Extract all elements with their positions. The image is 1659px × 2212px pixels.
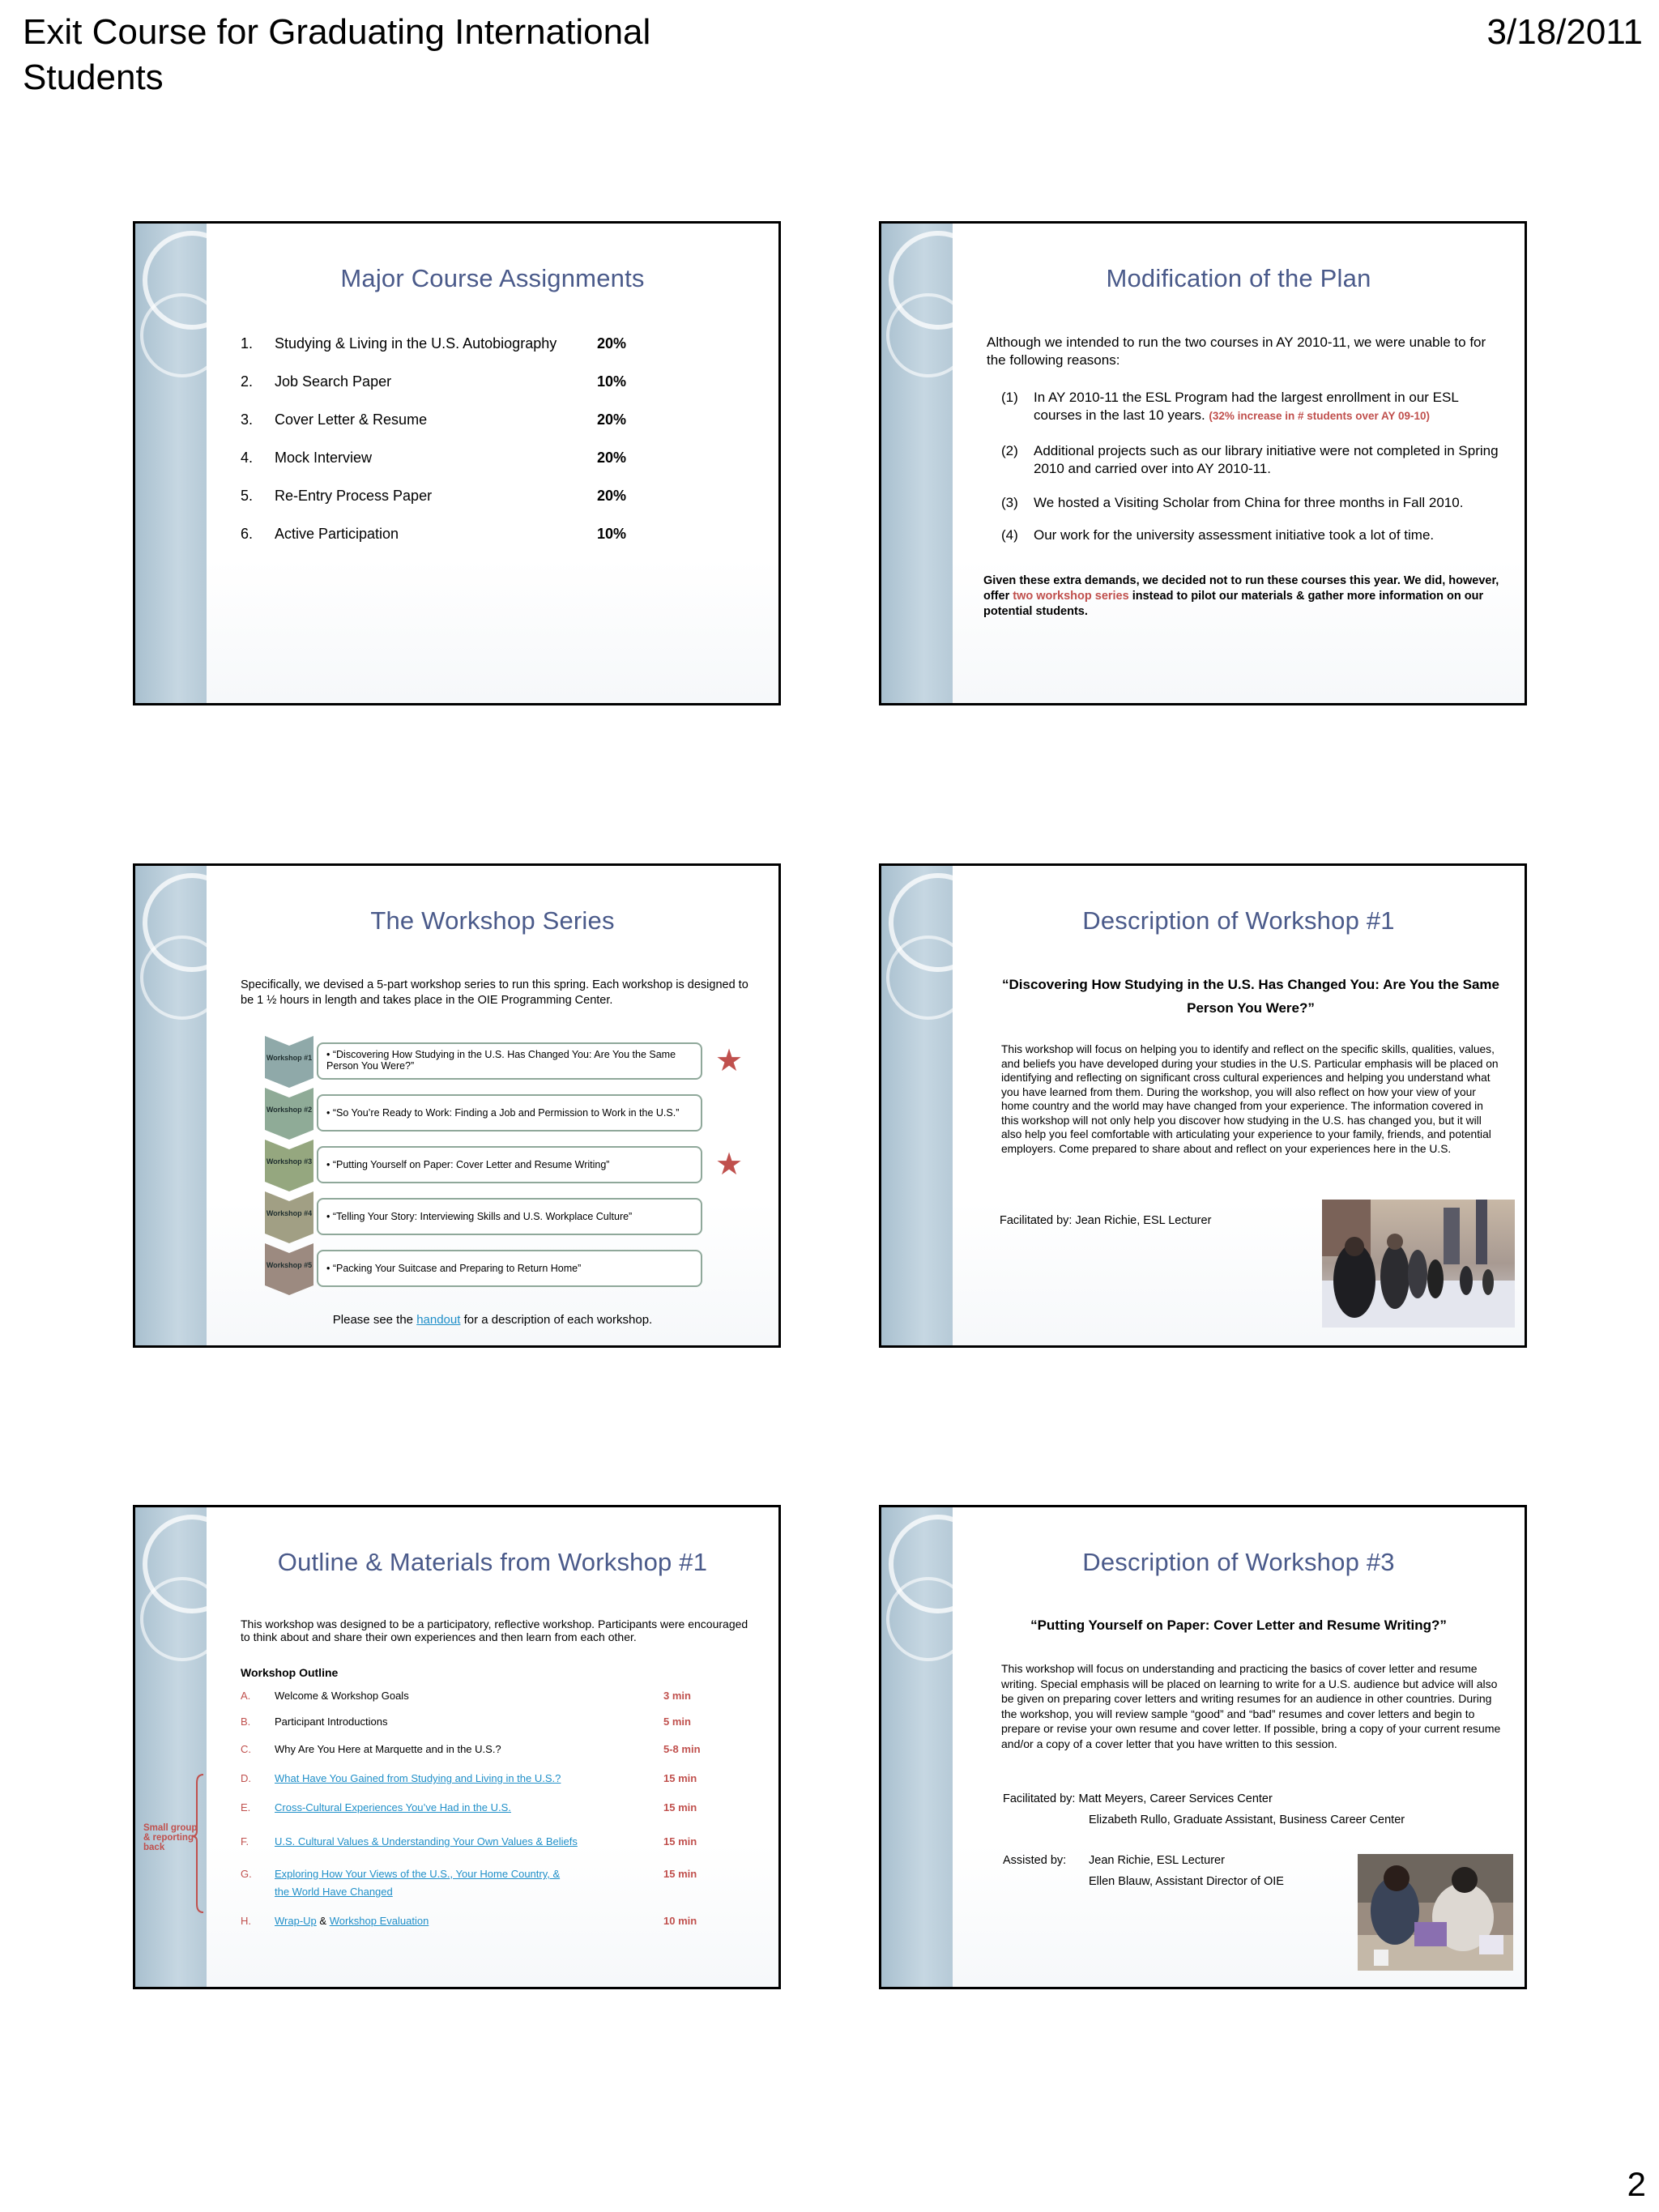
workshop-quote: “Discovering How Studying in the U.S. Has Changed You: Are You the Same Person You Were?”: [1002, 977, 1499, 1016]
reason-item: (3) We hosted a Visiting Scholar from China for three months in Fall 2010.: [1001, 495, 1464, 510]
page-title: Exit Course for Graduating International Students: [23, 12, 651, 97]
reason-item: (4) Our work for the university assessment initiative took a lot of time.: [1001, 527, 1435, 543]
list-item: 4. Mock Interview 20%: [241, 450, 627, 466]
intro-text: Although we intended to run the two courses in AY 2010-11, we were unable to for the following reasons:: [987, 335, 1486, 368]
workshop-box: • “So You’re Ready to Work: Finding a Job and Permission to Work in the U.S.”: [317, 1094, 702, 1132]
assisted-label: Assisted by:: [1003, 1854, 1067, 1867]
evaluation-link[interactable]: Workshop Evaluation: [329, 1915, 429, 1927]
star-icon: ★: [715, 1044, 744, 1078]
circles-decor-icon: [135, 866, 207, 1348]
outline-link[interactable]: Exploring How Your Views of the U.S., Your Home Country, & the World Have Changed: [275, 1868, 561, 1898]
ice-skating-photo: [1322, 1200, 1515, 1328]
slide-description-workshop-1: [879, 863, 1527, 1348]
workshop-description: This workshop will focus on helping you to identify and reflect on the specific skills, qualities, values, and beliefs you have developed during your studies in the U.S. Particular emphasis will be placed on identifying and reflecting on significant cross cultural experiences and helping you understand what you have learned from them. During the workshop, you will also reflect on how your view of your home country and the world may have changed from your experience. The information covered in this workshop will not only help you discover how studying in the U.S. has changed you, but it will also help you feel comfortable with articulating your experience to your family, friends, and potential employers. Come prepared to share about and reflect on your experiences here in the U.S.: [1001, 1043, 1499, 1155]
slide-decor-bar: [881, 224, 953, 703]
list-item: 2. Job Search Paper 10%: [241, 373, 627, 390]
students-photo: [1358, 1854, 1513, 1971]
bracket-icon: [135, 1507, 207, 1989]
slide-title: Major Course Assignments: [340, 264, 645, 292]
slide-title: Outline & Materials from Workshop #1: [277, 1548, 708, 1576]
wrap-up-link[interactable]: Wrap-Up: [275, 1915, 317, 1927]
workshop-chevron: Workshop #3: [265, 1140, 313, 1191]
slide-decor-bar: [135, 866, 207, 1345]
workshop-box: • “Discovering How Studying in the U.S. Has Changed You: Are You the Same Person You Were?”: [317, 1042, 702, 1080]
page-date: 3/18/2011: [1486, 12, 1643, 52]
assistant-2: Ellen Blauw, Assistant Director of OIE: [1089, 1875, 1284, 1888]
workshop-box: • “Putting Yourself on Paper: Cover Letter and Resume Writing”: [317, 1146, 702, 1183]
workshop-chevron: Workshop #2: [265, 1088, 313, 1140]
slide-outline-workshop-1: Small group & reporting back Outline & Materials from Workshop #1 This workshop was designed to be a participatory, reflective workshop. Participants were encouraged to think about and share their own experiences and then learn from each other. Workshop Outline A. Welcome & Workshop Goals 3 min B. Participant Introductions 5 min C. Why Are You Here at Marquette and in the U.S.? 5-8 min D. What Have You Gained from Studying and Living in the U.S.? 15 min E. Cross-Cultural Experiences You’ve Had in the U.S. 15 min F. U.S. Cultural Values & Understanding Your Own Values & Beliefs 15 min G. Exploring How Your Views of the U.S., Your Home Country, & the World Have Changed 15 min H. Wrap-Up & Workshop Evaluation 10 min: [133, 1505, 781, 1989]
slide-workshop-series: [133, 863, 781, 1348]
list-item: 5. Re-Entry Process Paper 20%: [241, 488, 627, 504]
outline-link[interactable]: U.S. Cultural Values & Understanding Your Own Values & Beliefs: [275, 1835, 578, 1848]
conclusion-text: Given these extra demands, we decided not to run these courses this year. We did, however, offer two workshop series instead to pilot our materials & gather more information on our potential students.: [983, 574, 1499, 618]
slide-decor-bar: [881, 866, 953, 1345]
slide-decor-bar: [881, 1507, 953, 1987]
small-group-note: Small group & reporting back: [143, 1823, 198, 1852]
circles-decor-icon: [135, 224, 207, 705]
facilitator-2: Elizabeth Rullo, Graduate Assistant, Business Career Center: [1089, 1813, 1405, 1826]
reason-item: (2) Additional projects such as our library initiative were not completed in Spring 2010 and carried over into AY 2010-11.: [1001, 443, 1499, 476]
workshop-chevron: Workshop #4: [265, 1191, 313, 1243]
workshop-chevron: Workshop #5: [265, 1243, 313, 1295]
slide-decor-bar: [135, 224, 207, 703]
slide-title: The Workshop Series: [370, 906, 615, 935]
facilitator-text: Facilitated by: Jean Richie, ESL Lecturer: [1000, 1214, 1212, 1227]
enrollment-note: (32% increase in # students over AY 09-10): [1209, 410, 1431, 422]
outline-link[interactable]: What Have You Gained from Studying and Living in the U.S.?: [275, 1772, 561, 1784]
circles-decor-icon: [881, 224, 953, 705]
slide-modification-of-plan: [879, 221, 1527, 705]
outline-heading: Workshop Outline: [241, 1666, 339, 1679]
handout-note: Please see the handout for a description of each workshop.: [332, 1313, 653, 1327]
outline-link[interactable]: Cross-Cultural Experiences You’ve Had in the U.S.: [275, 1801, 511, 1813]
workshop-box: • “Telling Your Story: Interviewing Skills and U.S. Workplace Culture”: [317, 1198, 702, 1235]
intro-text: This workshop was designed to be a participatory, reflective workshop. Participants were encouraged to think about and share their own experiences and then learn from each other.: [241, 1617, 748, 1643]
facilitated-by: Facilitated by: Matt Meyers, Career Services Center: [1003, 1792, 1273, 1805]
reason-item: (1) In AY 2010-11 the ESL Program had the largest enrollment in our ESL courses in the last 10 years. (32% increase in # students over AY 09-10): [1001, 390, 1459, 423]
handout-link[interactable]: handout: [416, 1313, 461, 1327]
workshop-chevron: Workshop #1: [265, 1036, 313, 1088]
slide-title: Modification of the Plan: [1106, 264, 1371, 292]
slide-decor-bar: [135, 1507, 207, 1987]
slide-title: Description of Workshop #3: [1082, 1548, 1395, 1576]
circles-decor-icon: [881, 866, 953, 1348]
assignment-list: [241, 335, 662, 564]
list-item: 6. Active Participation 10%: [241, 526, 627, 542]
workshop-description: This workshop will focus on understanding and practicing the basics of cover letter and resume writing. Special emphasis will be placed on learning to write for a U.S. audience but advice will also be given on preparing cover letters and writing resumes for an audience in other countries. During the workshop, you will review sample “good” and “bad” resumes and cover letters and begin to prepare or revise your own resume and cover letter. If possible, bring a copy of your current resume and/or a copy of a cover letter that you have written to this session.: [1001, 1662, 1501, 1750]
intro-text: Specifically, we devised a 5-part workshop series to run this spring. Each workshop is designed to be 1 ½ hours in length and takes place in the OIE Programming Center.: [241, 978, 748, 1007]
page-number: 2: [1627, 2165, 1646, 2203]
assistant-1: Jean Richie, ESL Lecturer: [1089, 1854, 1225, 1867]
star-icon: ★: [715, 1148, 744, 1182]
slide-major-course-assignments: [133, 221, 781, 705]
list-item: 1. Studying & Living in the U.S. Autobiography 20%: [241, 335, 627, 352]
slide-title: Description of Workshop #1: [1082, 906, 1395, 935]
circles-decor-icon: [881, 1507, 953, 1989]
slide-description-workshop-3: [879, 1505, 1527, 1989]
workshop-box: • “Packing Your Suitcase and Preparing to Return Home”: [317, 1250, 702, 1287]
list-item: 3. Cover Letter & Resume 20%: [241, 411, 627, 428]
workshop-quote: “Putting Yourself on Paper: Cover Letter and Resume Writing?”: [1030, 1617, 1447, 1633]
